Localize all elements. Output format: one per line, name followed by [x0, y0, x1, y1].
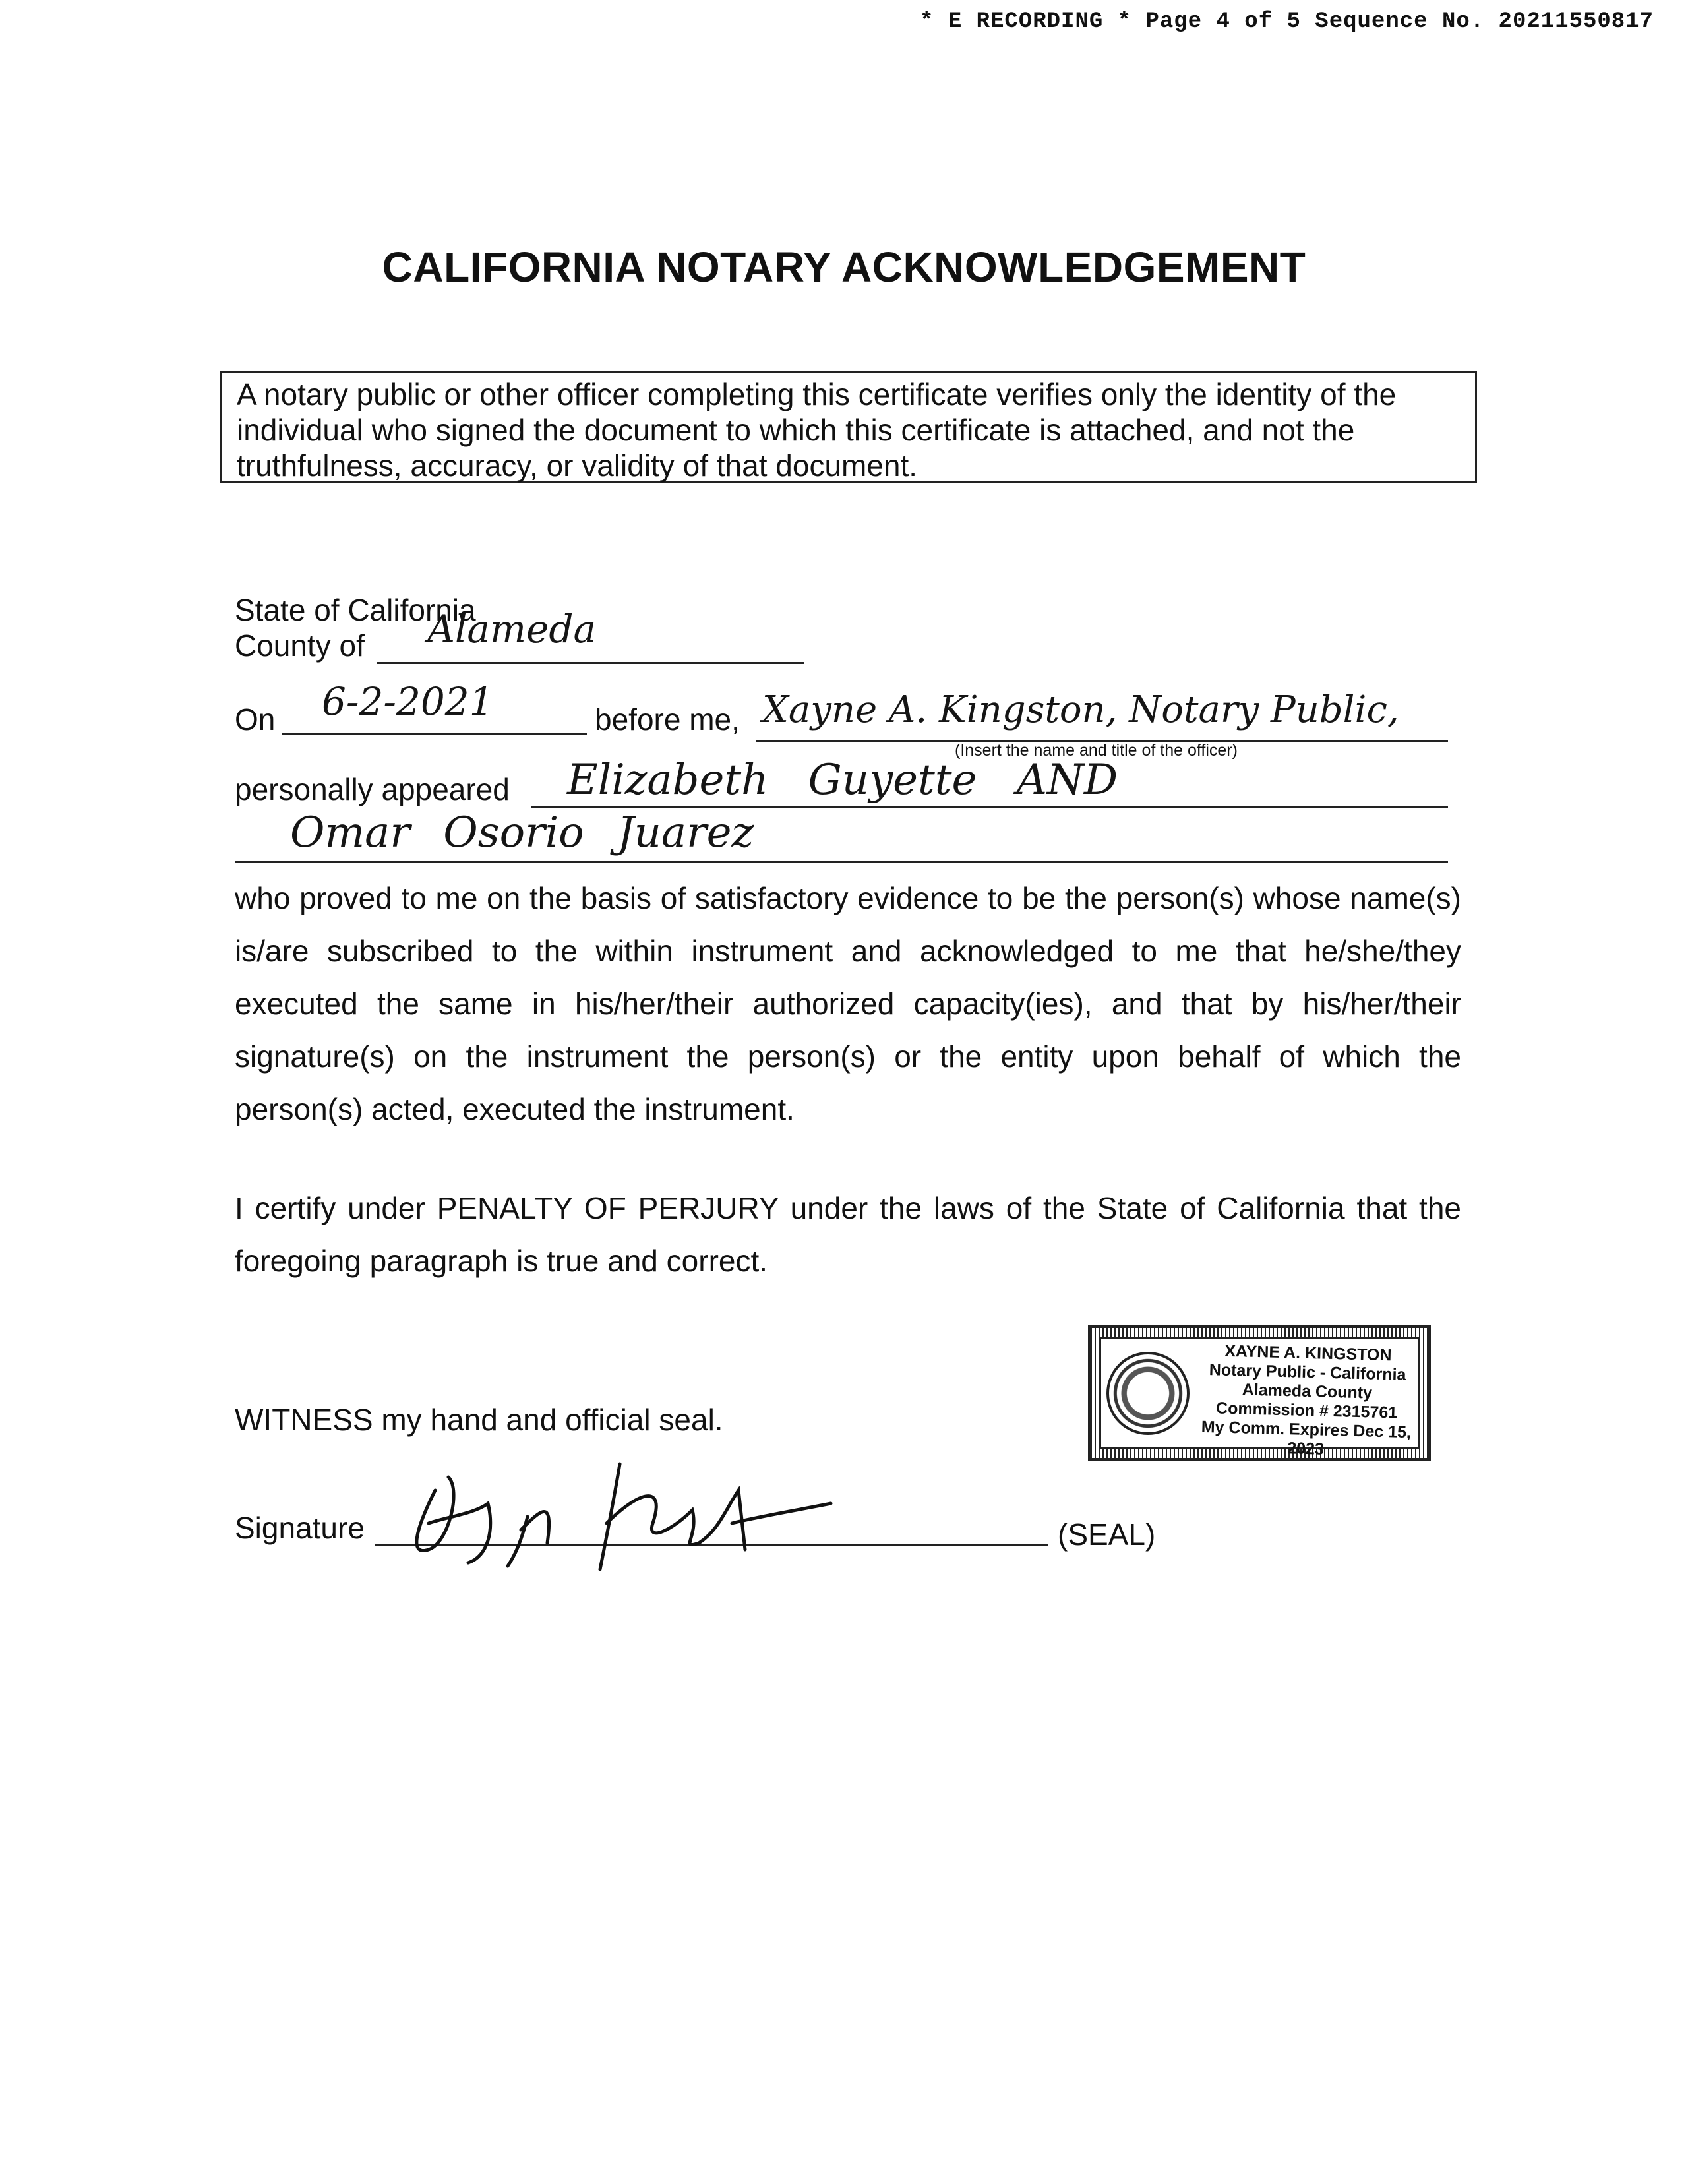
notary-stamp — [1088, 1325, 1431, 1461]
recording-header: * E RECORDING * Page 4 of 5 Sequence No. 20211550817 — [920, 9, 1654, 34]
date-value: 6-2-2021 — [322, 679, 494, 724]
stamp-title: Notary Public - California — [1209, 1360, 1406, 1384]
stamp-commission: Commission # 2315761 — [1215, 1399, 1398, 1422]
acknowledgement-paragraph: who proved to me on the basis of satisfactory evidence to be the person(s) whose name(s) is/are subscribed to the within instrument and acknowledged to me that he/she/they executed the same in his/her/their authorized capacity(ies), and that by his/her/their signature(s) on the instrument the person(s) or the entity upon behalf of which the person(s) acted, executed the instrument. — [235, 881, 1461, 1126]
county-line — [377, 662, 804, 664]
county-label: County of — [235, 628, 365, 663]
date-line — [282, 733, 587, 735]
page-title: CALIFORNIA NOTARY ACKNOWLEDGEMENT — [382, 243, 1306, 291]
signer-line-2 — [235, 861, 1448, 863]
on-label: On — [235, 702, 276, 737]
stamp-name: XAYNE A. KINGSTON — [1224, 1341, 1392, 1365]
signer-line-1 — [531, 806, 1448, 808]
state-label: State of California — [235, 593, 476, 627]
witness-text: WITNESS my hand and official seal. — [235, 1403, 723, 1437]
certify-paragraph: I certify under PENALTY OF PERJURY under the laws of the State of California that the foregoing paragraph is true and correct. — [235, 1191, 1461, 1278]
signer-name-1: Elizabeth Guyette AND — [567, 756, 1118, 804]
seal-label: (SEAL) — [1058, 1517, 1156, 1552]
stamp-expires: My Comm. Expires Dec 15, 2023 — [1201, 1417, 1412, 1459]
before-me-label: before me, — [595, 702, 740, 737]
handwritten-signature — [389, 1451, 837, 1583]
stamp-county: Alameda County — [1242, 1380, 1373, 1403]
state-seal-icon — [1106, 1352, 1190, 1435]
personally-appeared-label: personally appeared — [235, 772, 510, 806]
signer-name-2: Omar Osorio Juarez — [290, 808, 754, 857]
officer-value: Xayne A. Kingston, Notary Public, — [762, 688, 1399, 731]
signature-label: Signature — [235, 1511, 365, 1545]
notice-box: A notary public or other officer completing this certificate verifies only the identity of the individual who signed the document to which this certificate is attached, and not the truthfulness, accuracy, or validity of that document. — [220, 371, 1477, 483]
officer-note: (Insert the name and title of the officer) — [955, 741, 1238, 760]
county-value: Alameda — [427, 607, 597, 652]
